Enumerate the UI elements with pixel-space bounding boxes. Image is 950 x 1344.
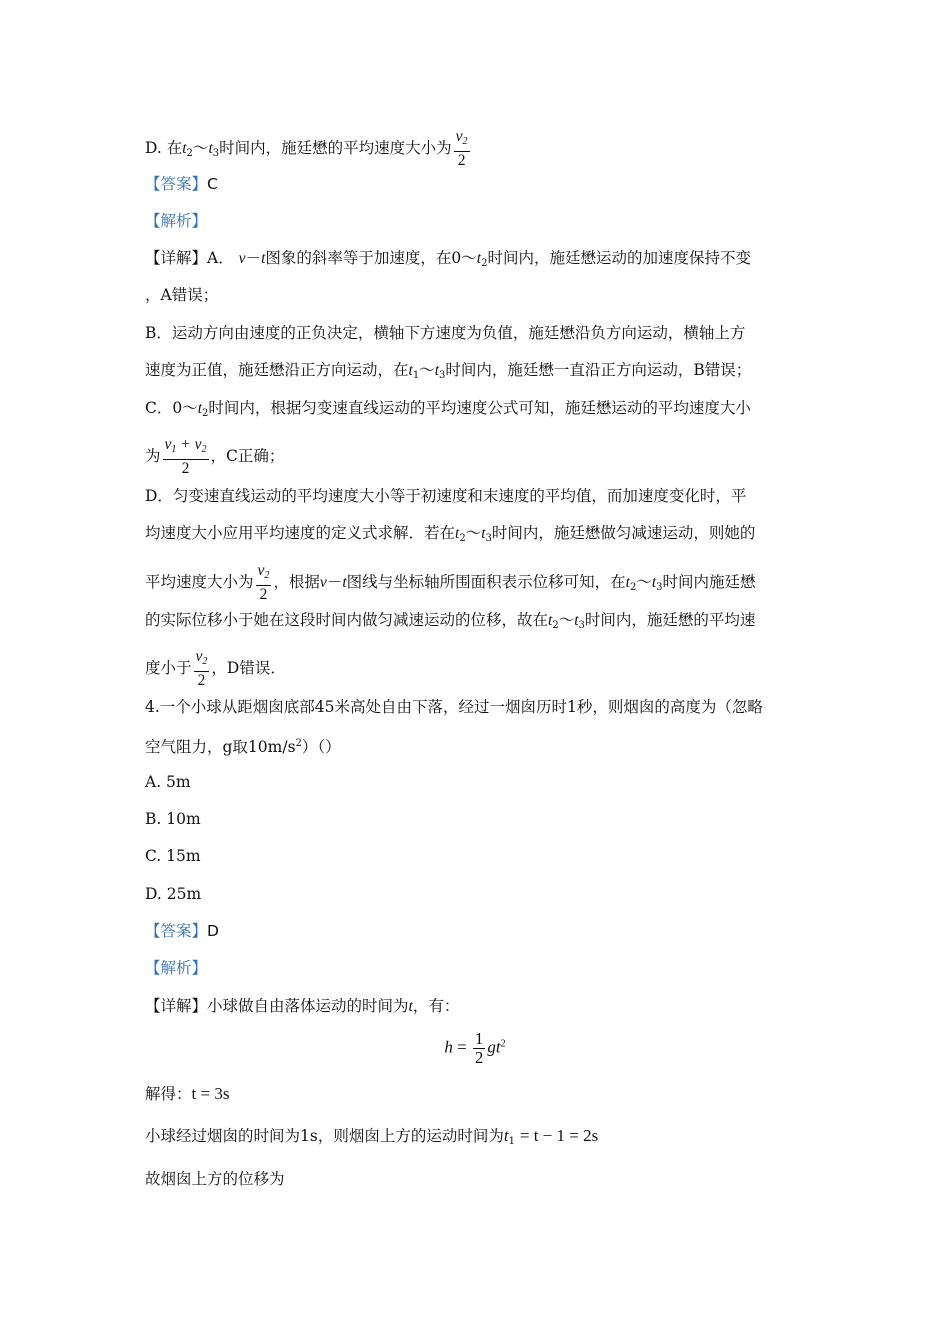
q3-detail-d2: 均速度大小应用平均速度的定义式求解．若在$t_2\sim t_3$时间内，施廷懋做匀减速运动，则她的 <box>145 524 756 544</box>
q4-stem-line1: 4.一个小球从距烟囱底部45米高处自由下落，经过一烟囱历时1秒，则烟囱的高度为（忽略 <box>145 698 763 716</box>
q4-stem-line2: 空气阻力，g取$10m/s^2)()$ <box>145 738 341 756</box>
fraction-v1-plus-v2-over-2: $\frac{v_1 + v_2}{2}$ <box>164 436 207 477</box>
q3-detail-a: 【详解】A． v－t图象的斜率等于加速度，在$0\sim t_2$时间内，施廷懋运动的加速度保持不变 <box>145 249 751 269</box>
fraction-v2-over-2: $\frac{v_2}{2}$ <box>455 128 468 169</box>
q3-detail-d1: D．匀变速直线运动的平均速度大小等于初速度和末速度的平均值，而加速度变化时，平 <box>145 487 747 505</box>
q3-analysis-label: 【解析】 <box>145 212 208 230</box>
q3-detail-d3: 平均速度大小为 $\frac{v_2}{2}$ ，根据v－t图线与坐标轴所围面积表示位移可知，在$t_2\sim t_3$时间内施廷懋 <box>145 562 756 603</box>
q4-line-b: 故烟囱上方的位移为 <box>145 1170 285 1188</box>
q4-line-a: 小球经过烟囱的时间为1s，则烟囱上方的运动时间为$t_1 = t - 1 = 2s$ <box>145 1126 599 1147</box>
q3-detail-d5: 度小于 $\frac{v_2}{2}$ ，D错误． <box>145 648 286 689</box>
q4-formula-h: h = $\frac{1}{2}$ $gt^2$ <box>444 1029 506 1067</box>
q3-detail-a2: ，A错误； <box>145 286 219 304</box>
q3-detail-c1: C．$0\sim t_2$时间内，根据匀变速直线运动的平均速度公式可知，施廷懋运动的平均速度大小 <box>145 399 751 419</box>
fraction-v2-over-2-c: $\frac{v_2}{2}$ <box>195 648 208 689</box>
q3-detail-c2: 为 $\frac{v_1 + v_2}{2}$ ，C正确； <box>145 436 285 477</box>
q3-option-d: D. 在$t_2\sim t_3$时间内，施廷懋的平均速度大小为 $\frac{v_2}{2}$ <box>145 128 468 169</box>
q4-detail: 【详解】小球做自由落体运动的时间为t，有： <box>145 997 460 1015</box>
q4-option-a: A. 5m <box>145 773 191 791</box>
q3-detail-b1: B．运动方向由速度的正负决定，横轴下方速度为负值，施廷懋沿负方向运动，横轴上方 <box>145 324 746 342</box>
q4-analysis-label: 【解析】 <box>145 959 208 977</box>
q4-solve: 解得：t = 3s <box>145 1084 230 1103</box>
q4-option-b: B. 10m <box>145 810 201 828</box>
q4-option-d: D. 25m <box>145 885 202 903</box>
q3-detail-b2: 速度为正值，施廷懋沿正方向运动，在$t_1\sim t_3$时间内，施廷懋一直沿正方向运动，B错误； <box>145 361 752 381</box>
fraction-v2-over-2-b: $\frac{v_2}{2}$ <box>257 562 270 603</box>
q4-option-c: C. 15m <box>145 847 201 865</box>
q4-answer: 【答案】D <box>145 922 219 940</box>
q3-answer: 【答案】C <box>145 175 218 193</box>
q3-detail-d4: 的实际位移小于她在这段时间内做匀减速运动的位移，故在$t_2\sim t_3$时间内，施廷懋的平均速 <box>145 611 756 631</box>
